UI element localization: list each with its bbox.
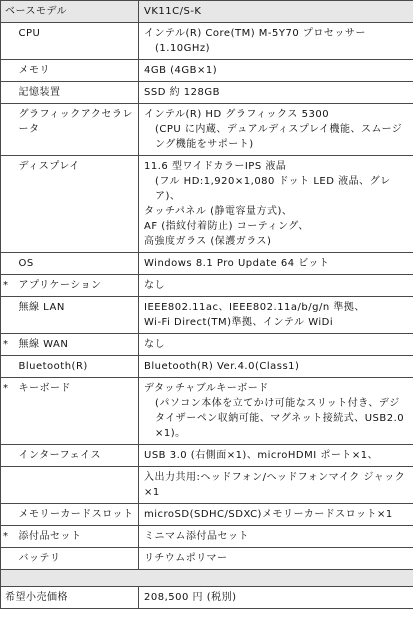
spec-label: アプリケーション: [11, 275, 139, 297]
spec-row: [1, 467, 413, 504]
spec-value-line: (パソコン本体を立てかけ可能なスリット付き、デジタイザーペン収納可能、マグネット接続式、USB2.0×1)。: [155, 398, 405, 439]
spec-value: [139, 156, 413, 253]
spec-value-line: Windows 8.1 Pro Update 64 ビット: [144, 258, 330, 269]
spec-value-line: USB 3.0 (右側面×1)、microHDMI ポート×1、: [144, 450, 379, 461]
spec-value-line: ミニマム添付品セット: [144, 531, 249, 542]
spec-value: [139, 297, 413, 334]
price-value: 208,500 円 (税別): [139, 587, 413, 609]
spec-mark: [1, 104, 11, 156]
spec-value-line: Wi-Fi Direct(TM)準拠、インテル WiDi: [144, 317, 334, 328]
spec-value-line: Bluetooth(R) Ver.4.0(Class1): [144, 361, 300, 372]
spec-value-line: インテル(R) HD グラフィックス 5300: [144, 109, 330, 120]
spec-label: [11, 467, 139, 504]
spec-mark: *: [1, 334, 11, 356]
spec-value: [139, 526, 413, 548]
spec-value: [139, 334, 413, 356]
spec-row: [1, 23, 413, 60]
spec-mark: [1, 297, 11, 334]
spec-value: [139, 60, 413, 82]
header-label: ベースモデル: [1, 1, 139, 23]
spec-label: 添付品セット: [11, 526, 139, 548]
spec-value-line: (CPU に内蔵、デュアルディスプレイ機能、スムージング機能をサポート): [155, 124, 403, 150]
spec-table-body: [1, 1, 413, 609]
spec-row: [1, 253, 413, 275]
spec-label: 記憶装置: [11, 82, 139, 104]
spec-value: [139, 23, 413, 60]
spec-row: [1, 445, 413, 467]
spec-row: [1, 297, 413, 334]
spec-row: [1, 104, 413, 156]
spec-label: メモリーカードスロット: [11, 504, 139, 526]
spec-label: 無線 WAN: [11, 334, 139, 356]
spec-label: バッテリ: [11, 548, 139, 570]
blank-row: [1, 570, 413, 587]
spec-row: [1, 356, 413, 378]
header-value: VK11C/S-K: [139, 1, 413, 23]
spec-value-line: 4GB (4GB×1): [144, 65, 218, 76]
spec-value: [139, 504, 413, 526]
spec-label: キーボード: [11, 378, 139, 445]
spec-value-line: IEEE802.11ac、IEEE802.11a/b/g/n 準拠、: [144, 302, 365, 313]
spec-value-line: デタッチャブルキーボード: [144, 383, 269, 394]
spec-row: [1, 334, 413, 356]
spec-row: [1, 378, 413, 445]
price-label: 希望小売価格: [1, 587, 139, 609]
spec-mark: [1, 156, 11, 253]
spec-row: [1, 548, 413, 570]
spec-row: [1, 156, 413, 253]
spec-value: [139, 548, 413, 570]
spec-value-line: (1.10GHz): [155, 43, 211, 54]
spec-mark: *: [1, 378, 11, 445]
spec-value: [139, 356, 413, 378]
spec-value: [139, 445, 413, 467]
spec-row: [1, 504, 413, 526]
spec-label: メモリ: [11, 60, 139, 82]
spec-row: [1, 526, 413, 548]
spec-mark: [1, 60, 11, 82]
spec-value-line: インテル(R) Core(TM) M-5Y70 プロセッサー: [144, 28, 366, 39]
spec-value: [139, 467, 413, 504]
spec-row: [1, 60, 413, 82]
spec-value-line: なし: [144, 280, 165, 291]
price-row: [1, 587, 413, 609]
spec-label: CPU: [11, 23, 139, 60]
spec-value-line: 高強度ガラス (保護ガラス): [144, 236, 272, 247]
spec-mark: [1, 82, 11, 104]
spec-mark: [1, 356, 11, 378]
spec-value-line: microSD(SDHC/SDXC)メモリーカードスロット×1: [144, 509, 393, 520]
spec-value: [139, 378, 413, 445]
spec-value: [139, 275, 413, 297]
spec-mark: *: [1, 275, 11, 297]
spec-mark: [1, 467, 11, 504]
spec-label: OS: [11, 253, 139, 275]
spec-mark: [1, 23, 11, 60]
spec-mark: [1, 504, 11, 526]
spec-label: ディスプレイ: [11, 156, 139, 253]
spec-value: [139, 82, 413, 104]
spec-row: [1, 275, 413, 297]
spec-value-line: なし: [144, 339, 165, 350]
spec-label: グラフィックアクセラレータ: [11, 104, 139, 156]
spec-value-line: 入出力共用:ヘッドフォン/ヘッドフォンマイク ジャック×1: [144, 472, 406, 498]
spec-mark: [1, 445, 11, 467]
spec-value: [139, 104, 413, 156]
spec-label: 無線 LAN: [11, 297, 139, 334]
spec-value: [139, 253, 413, 275]
header-row: [1, 1, 413, 23]
spec-label: インターフェイス: [11, 445, 139, 467]
spec-value-line: (フル HD:1,920×1,080 ドット LED 液晶、グレア)、: [155, 176, 391, 202]
spec-value-line: 11.6 型ワイドカラーIPS 液晶: [144, 161, 287, 172]
blank-cell: [1, 570, 413, 587]
spec-mark: *: [1, 526, 11, 548]
spec-mark: [1, 548, 11, 570]
spec-value-line: リチウムポリマー: [144, 553, 228, 564]
spec-row: [1, 82, 413, 104]
spec-label: Bluetooth(R): [11, 356, 139, 378]
spec-mark: [1, 253, 11, 275]
spec-value-line: SSD 約 128GB: [144, 87, 220, 98]
spec-value-line: タッチパネル (静電容量方式)、: [144, 206, 293, 217]
spec-value-line: AF (指紋付着防止) コーティング、: [144, 221, 309, 232]
